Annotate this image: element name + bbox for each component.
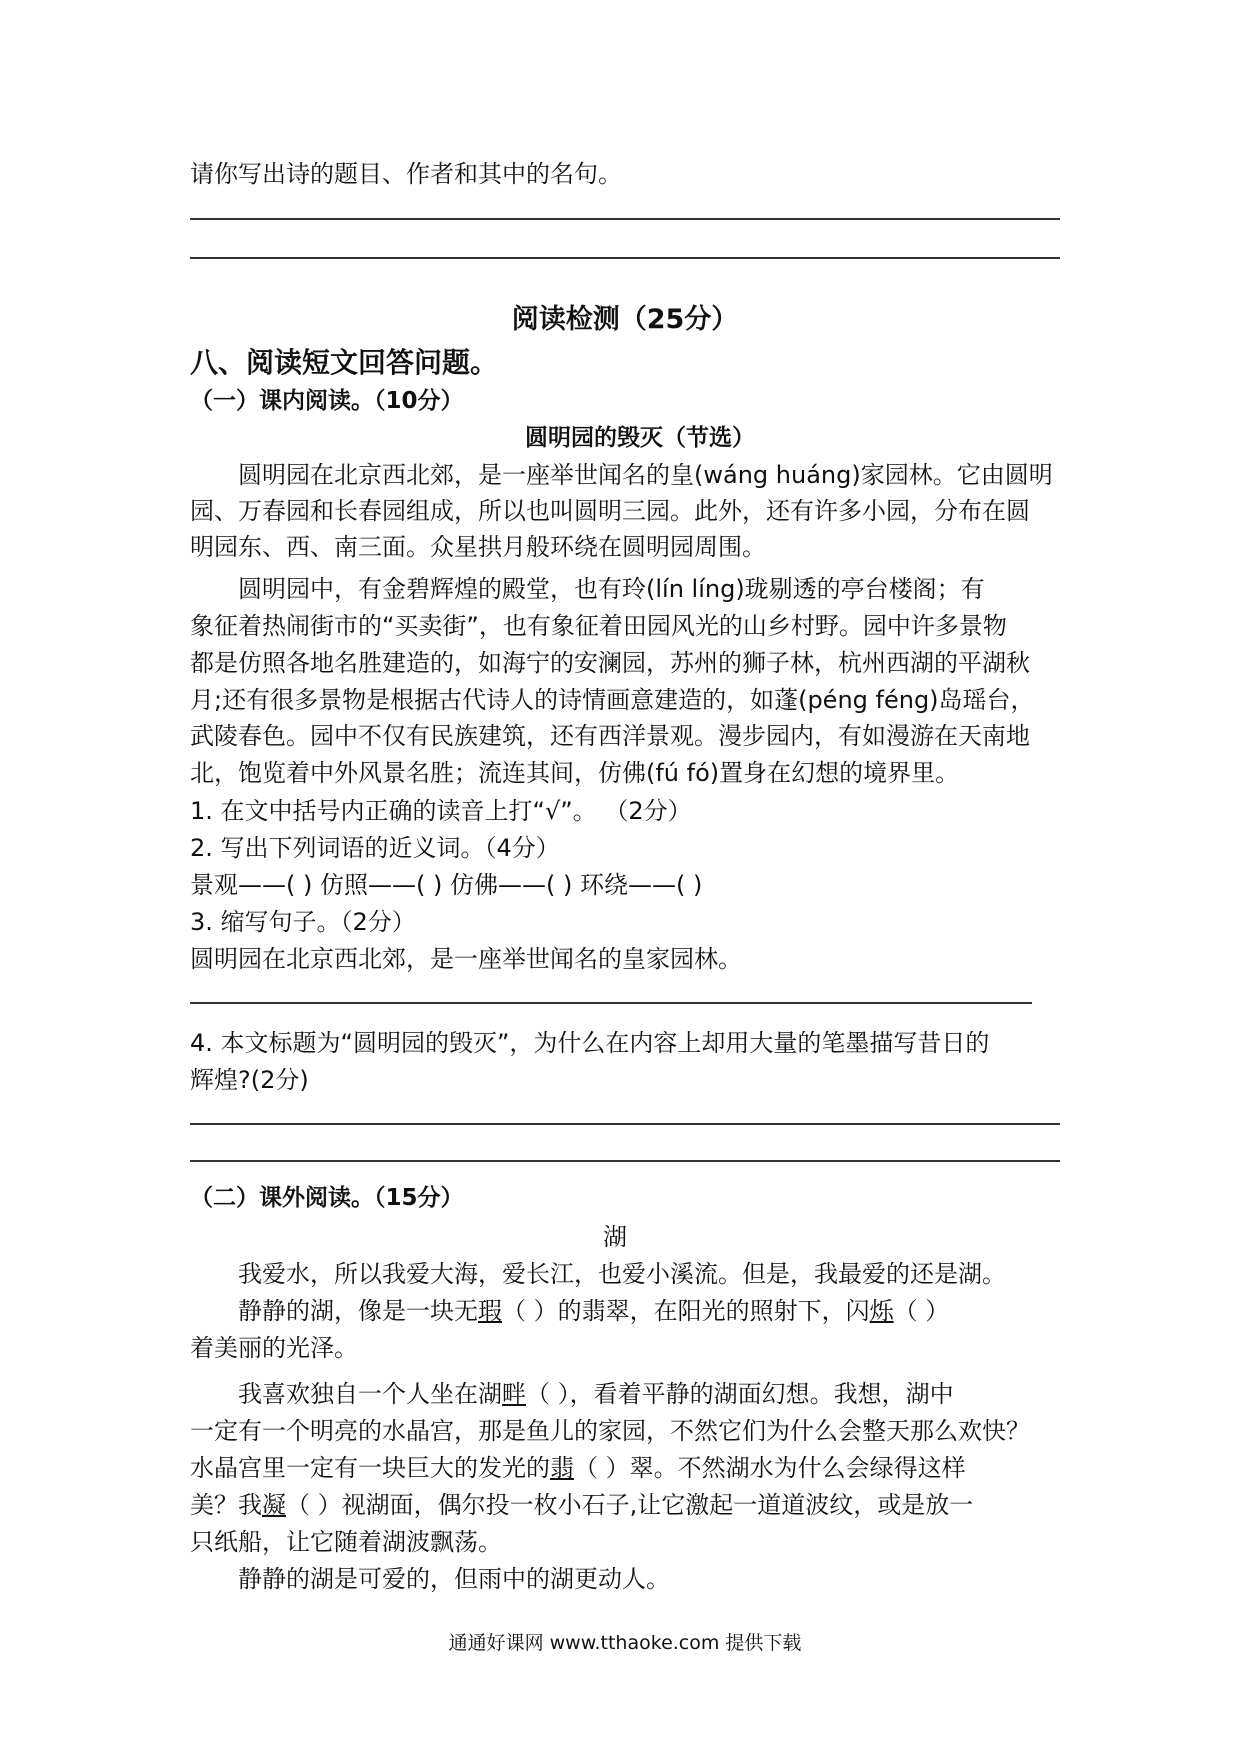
underlined-char: 翡 xyxy=(550,1454,574,1482)
passage1-line: 武陵春色。园中不仅有民族建筑，还有西洋景观。漫步园内，有如漫游在天南地 xyxy=(190,722,1030,750)
passage1-line: 象征着热闹街市的“买卖街”，也有象征着田园风光的山乡村野。园中许多景物 xyxy=(190,612,1007,640)
underlined-char: 畔 xyxy=(502,1380,526,1408)
passage2-line: 我喜欢独自一个人坐在湖畔（ ），看着平静的湖面幻想。我想，湖中 xyxy=(238,1380,954,1408)
question-4-cont: 辉煌?(2分) xyxy=(190,1066,309,1094)
passage2-line: 水晶宫里一定有一块巨大的发光的翡（ ）翠。不然湖水为什么会绿得这样 xyxy=(190,1454,966,1482)
passage1-line: 圆明园中，有金碧辉煌的殿堂，也有玲(lín líng)珑剔透的亭台楼阁；有 xyxy=(238,575,985,603)
passage1-title: 圆明园的毁灭（节选） xyxy=(525,425,755,451)
part1-heading: （一）课内阅读。（10分） xyxy=(190,388,464,414)
passage1-line: 北，饱览着中外风景名胜；流连其间，仿佛(fú fó)置身在幻想的境界里。 xyxy=(190,759,960,787)
answer-line xyxy=(190,218,1060,220)
passage2-line: 我爱水，所以我爱大海，爱长江，也爱小溪流。但是，我最爱的还是湖。 xyxy=(238,1260,1006,1288)
passage1-line: 明园东、西、南三面。众星拱月般环绕在圆明园周围。 xyxy=(190,533,766,561)
passage2-line: 一定有一个明亮的水晶宫，那是鱼儿的家园，不然它们为什么会整天那么欢快？ xyxy=(190,1417,1030,1445)
passage1-line: 月;还有很多景物是根据古代诗人的诗情画意建造的，如蓬(péng féng)岛瑶台， xyxy=(190,686,1035,714)
passage2-line: 静静的湖是可爱的，但雨中的湖更动人。 xyxy=(238,1565,670,1593)
section-title: 阅读检测（25分） xyxy=(511,304,739,335)
question-1: 1. 在文中括号内正确的读音上打“√”。 （2分） xyxy=(190,797,692,825)
question-3-sentence: 圆明园在北京西北郊，是一座举世闻名的皇家园林。 xyxy=(190,945,742,973)
question-2-words: 景观——( ) 仿照——( ) 仿佛——( ) 环绕——( ) xyxy=(190,871,703,899)
part-heading: 八、阅读短文回答问题。 xyxy=(190,346,499,379)
passage1-line: 都是仿照各地名胜建造的，如海宁的安澜园，苏州的狮子林，杭州西湖的平湖秋 xyxy=(190,649,1030,677)
answer-line xyxy=(190,1123,1060,1125)
underlined-char: 烁 xyxy=(869,1297,894,1325)
passage1-line: 园、万春园和长春园组成，所以也叫圆明三园。此外，还有许多小园，分布在圆 xyxy=(190,497,1030,525)
footer-credit: 通通好课网 www.tthaoke.com 提供下载 xyxy=(448,1632,802,1654)
passage2-line: 只纸船，让它随着湖波飘荡。 xyxy=(190,1528,502,1556)
answer-line xyxy=(190,257,1060,259)
passage2-line: 着美丽的光泽。 xyxy=(190,1334,358,1362)
passage2-line: 静静的湖，像是一块无瑕（ ）的翡翠，在阳光的照射下，闪烁（ ） xyxy=(238,1297,950,1325)
question-2: 2. 写出下列词语的近义词。（4分） xyxy=(190,834,560,862)
underlined-char: 瑕 xyxy=(478,1297,502,1325)
question-4: 4. 本文标题为“圆明园的毁灭”，为什么在内容上却用大量的笔墨描写昔日的 xyxy=(190,1029,990,1057)
passage2-line: 美？我凝（ ）视湖面，偶尔投一枚小石子,让它激起一道道波纹，或是放一 xyxy=(190,1491,974,1519)
answer-line xyxy=(190,1002,1032,1004)
underlined-char: 凝 xyxy=(262,1491,286,1519)
question-3: 3. 缩写句子。（2分） xyxy=(190,908,416,936)
part2-heading: （二）课外阅读。（15分） xyxy=(190,1185,464,1211)
passage2-title: 湖 xyxy=(603,1223,627,1251)
answer-line xyxy=(190,1160,1060,1162)
passage1-line: 圆明园在北京西北郊，是一座举世闻名的皇(wáng huáng)家园林。它由圆明 xyxy=(238,461,1053,489)
prompt-line: 请你写出诗的题目、作者和其中的名句。 xyxy=(190,160,622,188)
